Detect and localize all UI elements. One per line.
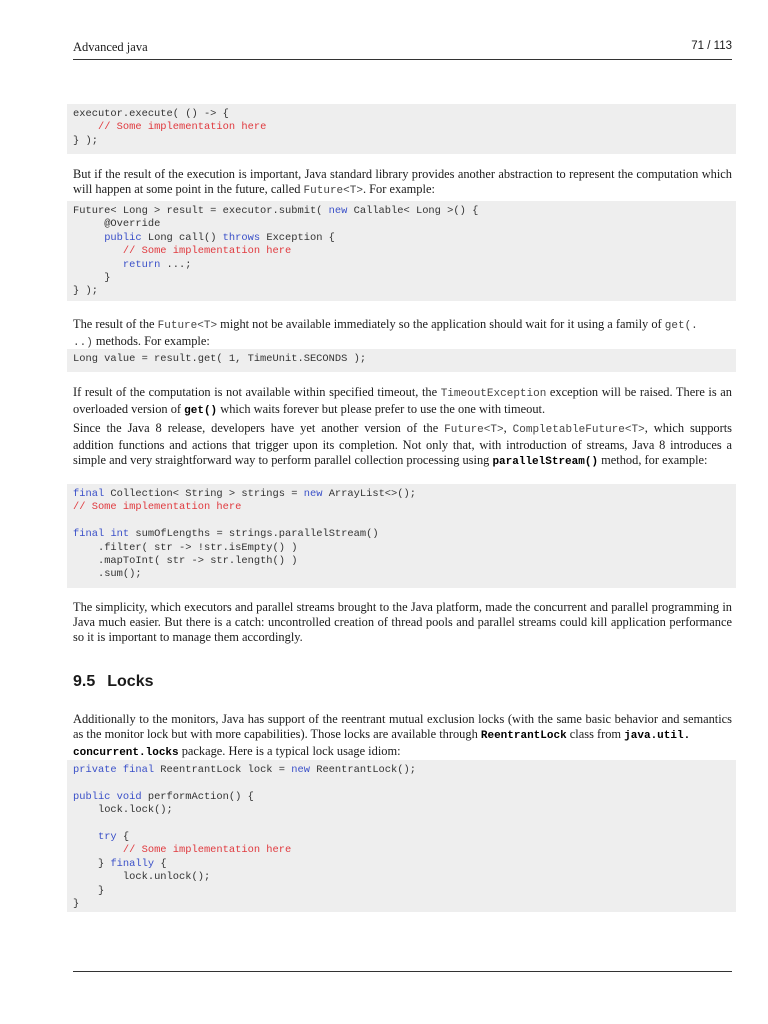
- code-keyword: new: [328, 205, 348, 217]
- inline-code: get(.: [664, 320, 698, 332]
- code-keyword: int: [110, 528, 130, 541]
- inline-code: get(): [184, 405, 218, 417]
- code-line: {: [154, 857, 167, 870]
- text: exception will be raised. There is an overloaded version of: [73, 385, 732, 416]
- code-line: .sum();: [97, 568, 142, 581]
- text: method, for example:: [598, 453, 708, 467]
- code-keyword: private final: [73, 764, 155, 776]
- code-line: .filter( str -> !str.isEmpty() ): [97, 541, 298, 554]
- code-line: Long call(): [141, 231, 223, 244]
- code-line: ArrayList<>();: [322, 488, 416, 500]
- text: Since the Java 8 release, developers have yet another version of the: [73, 421, 445, 435]
- code-keyword: throws: [222, 231, 261, 244]
- paragraph-future-get: [73, 317, 732, 351]
- text: . For example:: [362, 182, 435, 196]
- code-comment: // Some implementation here: [122, 844, 292, 857]
- code-line: }: [97, 884, 105, 897]
- code-line: ...;: [160, 258, 192, 271]
- text: The simplicity, which executors and parallel streams brought to the Java platform, made the concurrent and parallel programming in Java much easier. But there is a catch: uncontrolled creation of thread pools and parallel streams could kill application performance so it is important to manage them accordingly.: [73, 600, 732, 644]
- code-block-get-timeout: [67, 349, 736, 372]
- text: package. Here is a typical lock usage idiom:: [178, 744, 401, 758]
- page-number: 71 / 113: [691, 40, 732, 52]
- code-line: Long value = result.get( 1, TimeUnit.SECONDS );: [73, 353, 367, 365]
- code-line: lock.unlock();: [122, 871, 211, 884]
- page-header: [73, 40, 732, 60]
- code-line: ReentrantLock();: [309, 764, 416, 776]
- section-heading: [73, 673, 154, 691]
- code-line: }: [97, 857, 111, 870]
- code-block-executor: [67, 104, 736, 154]
- paragraph-future-intro: [73, 167, 732, 199]
- text: Additionally to the monitors, Java has support of the reentrant mutual exclusion locks (with the same basic behavior and semantics as the monitor lock but with more capabilities). Those locks are available through: [73, 712, 732, 741]
- text: The result of the: [73, 317, 158, 331]
- text: class from: [566, 727, 625, 741]
- code-line: lock.lock();: [97, 804, 173, 817]
- code-comment: // Some implementation here: [122, 245, 292, 258]
- code-line: Future< Long > result = executor.submit(: [73, 205, 329, 217]
- inline-code: ReentrantLock: [480, 730, 567, 742]
- inline-code: Future<T>: [303, 185, 363, 197]
- text: But if the result of the execution is important, Java standard library provides another abstraction to represent the computation which will happen at some point in the future, called: [73, 167, 732, 196]
- footer-divider: [73, 971, 732, 972]
- text: which waits forever but please prefer to use the one with timeout.: [217, 402, 546, 416]
- inline-code: Future<T>: [444, 424, 504, 436]
- code-keyword: final: [73, 528, 105, 541]
- text: ,: [503, 421, 513, 435]
- text: If result of the computation is not available within specified timeout, the: [73, 385, 441, 399]
- code-line: {: [116, 831, 130, 844]
- code-line: } );: [73, 285, 98, 298]
- text: methods. For example:: [92, 334, 210, 348]
- code-annotation: @Override: [104, 218, 161, 231]
- code-line: Exception {: [260, 231, 335, 244]
- paragraph-timeout: [73, 385, 732, 419]
- code-keyword: final: [73, 488, 105, 500]
- paragraph-simplicity: [73, 600, 732, 645]
- section-title: Locks: [107, 673, 154, 690]
- code-line: } );: [73, 134, 98, 147]
- code-keyword: new: [291, 764, 310, 776]
- inline-code: TimeoutException: [440, 388, 547, 400]
- code-keyword: public void: [73, 790, 142, 803]
- code-line: ReentrantLock lock =: [154, 764, 292, 776]
- paragraph-reentrant-lock: [73, 712, 732, 761]
- inline-code: parallelStream(): [492, 456, 599, 468]
- code-line: executor.execute( () -> {: [73, 108, 229, 120]
- code-keyword: try: [97, 831, 117, 844]
- code-comment: // Some implementation here: [73, 501, 242, 514]
- section-number: 9.5: [73, 673, 96, 690]
- text: , which supports addition functions and actions that trigger upon its completion. Not only that, with introduction of streams, Java 8 introduces a simple and very straightforward way to perform parallel collection processing using: [73, 421, 732, 467]
- code-keyword: return: [122, 258, 161, 271]
- code-keyword: new: [303, 488, 323, 500]
- inline-code: CompletableFuture<T>: [512, 424, 645, 436]
- code-keyword: finally: [110, 857, 155, 870]
- code-line: .mapToInt( str -> str.length() ): [97, 555, 298, 568]
- code-block-future: [67, 201, 736, 301]
- code-line: sumOfLengths = strings.parallelStream(): [129, 528, 379, 541]
- code-line: performAction() {: [141, 790, 254, 803]
- code-line: Collection< String > strings =: [104, 488, 304, 500]
- code-keyword: public: [104, 231, 142, 244]
- code-comment: // Some implementation here: [97, 121, 267, 134]
- code-line: Callable< Long >() {: [347, 205, 479, 217]
- text: might not be available immediately so the application should wait for it using a family of: [217, 317, 665, 331]
- document-title: Advanced java: [73, 40, 148, 54]
- code-block-parallel-stream: [67, 484, 736, 588]
- code-line: }: [73, 898, 80, 911]
- inline-code: java.util.: [624, 730, 691, 742]
- inline-code: ..): [73, 337, 93, 349]
- code-line: }: [104, 272, 111, 285]
- inline-code: concurrent.locks: [73, 747, 179, 759]
- inline-code: Future<T>: [157, 320, 218, 332]
- paragraph-completable-future: [73, 421, 732, 470]
- code-block-lock-idiom: [67, 760, 736, 912]
